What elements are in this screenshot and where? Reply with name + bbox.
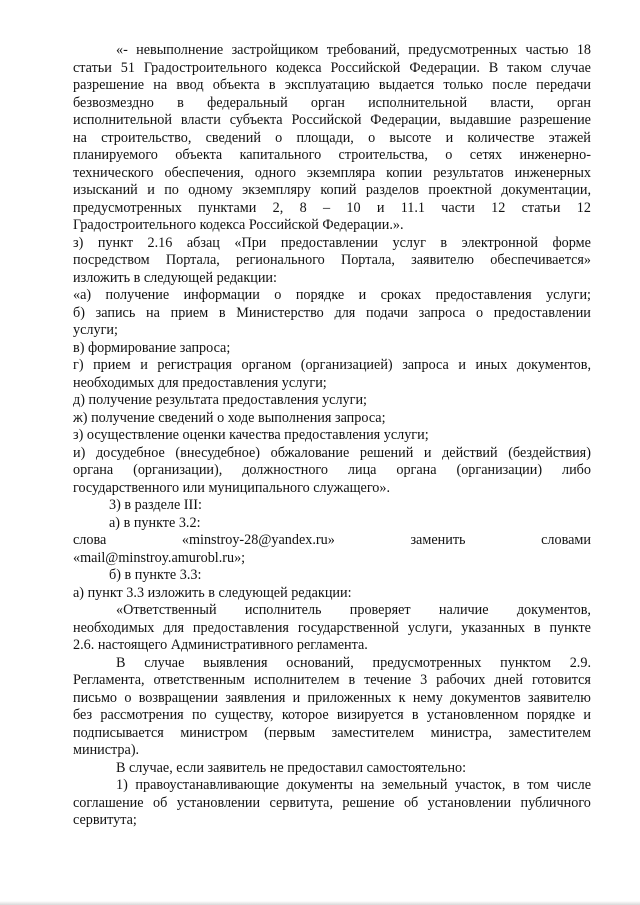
text-line: исполнительной власти субъекта Российской Федерации, выдавшие разрешение — [73, 112, 591, 128]
text-line: подписывается министром (первым заместителем министра, заместителем — [73, 724, 591, 741]
text-line: б) запись на прием в Министерство для подачи запроса о предоставлении — [73, 304, 591, 321]
text-line: «Ответственный исполнитель проверяет наличие документов, — [116, 602, 591, 618]
text-line: «mail@minstroy.amurobl.ru»; — [73, 549, 246, 566]
text-line: В случае, если заявитель не предоставил самостоятельно: — [116, 759, 467, 776]
text-line: разрешение на ввод объекта в эксплуатацию выдается только после передачи — [73, 77, 591, 93]
text-line: изложить в следующей редакции: — [73, 269, 277, 286]
text-line: г) прием и регистрация органом (организацией) запроса и иных документов, — [73, 357, 591, 373]
text-line: планируемого объекта капитального строительства, о сетях инженерно- — [73, 147, 591, 163]
text-line: изысканий и по одному экземпляру копий разделов проектной документации, — [73, 182, 591, 198]
text-line: 2.6. настоящего Административного регламента. — [73, 637, 368, 653]
text-line: государственного или муниципального служащего». — [73, 479, 391, 496]
text-line: посредством Портала, регионального Портала, заявителю обеспечивается» — [73, 252, 591, 268]
text-line: з) пункт 2.16 абзац «При предоставлении услуг в электронной форме — [73, 234, 591, 251]
text-line: соглашение об установлении сервитута, решение об установлении публичного — [73, 794, 591, 811]
text-line: слова «minstroy-28@yandex.ru» заменить словами — [73, 532, 591, 548]
text-line: без рассмотрения по существу, которое визируется в установленном порядке и — [73, 707, 591, 723]
text-line: а) в пункте 3.2: — [109, 514, 201, 531]
document-page — [73, 42, 591, 830]
text-line: необходимых для предоставления услуги; — [73, 374, 327, 391]
text-line: В случае выявления оснований, предусмотренных пунктом 2.9. — [116, 654, 591, 671]
text-line: в) формирование запроса; — [73, 339, 231, 356]
text-line: а) пункт 3.3 изложить в следующей редакции: — [73, 584, 352, 601]
text-line: сервитута; — [73, 812, 137, 828]
text-line: з) осуществление оценки качества предоставления услуги; — [73, 427, 429, 443]
text-line: необходимых для предоставления государственной услуги, указанных в пункте — [73, 619, 591, 636]
text-line: министра). — [73, 742, 140, 758]
text-line: и) досудебное (внесудебное) обжалование решений и действий (бездействия) — [73, 444, 591, 461]
text-line: д) получение результата предоставления услуги; — [73, 392, 367, 408]
text-line: органа (организации), должностного лица органа (организации) либо — [73, 462, 591, 478]
text-line: «- невыполнение застройщиком требований, предусмотренных частью 18 — [116, 42, 591, 58]
text-line: ж) получение сведений о ходе выполнения запроса; — [73, 409, 386, 426]
text-line: 1) правоустанавливающие документы на земельный участок, в том числе — [116, 777, 591, 793]
text-line: статьи 51 Градостроительного кодекса Российской Федерации. В таком случае — [73, 59, 591, 76]
text-line: предусмотренных пунктами 2, 8 – 10 и 11.1 части 12 статьи 12 — [73, 199, 591, 216]
text-line: Регламента, ответственным исполнителем в течение 3 рабочих дней готовится — [73, 672, 591, 688]
text-line: услуги; — [73, 322, 118, 338]
text-line: на строительство, сведений о площади, о высоте и количестве этажей — [73, 129, 591, 146]
text-line: «а) получение информации о порядке и сроках предоставления услуги; — [73, 287, 591, 303]
scan-edge — [0, 901, 640, 905]
text-line: 3) в разделе III: — [109, 497, 202, 513]
text-line: б) в пункте 3.3: — [109, 567, 202, 583]
text-line: технического обеспечения, одного экземпляра копии результатов инженерных — [73, 164, 591, 181]
text-line: письмо о возвращении заявления и приложенных к нему документов заявителю — [73, 689, 591, 706]
text-line: безвозмездно в федеральный орган исполнительной власти, орган — [73, 94, 591, 111]
text-line: Градостроительного кодекса Российской Федерации.». — [73, 217, 404, 233]
